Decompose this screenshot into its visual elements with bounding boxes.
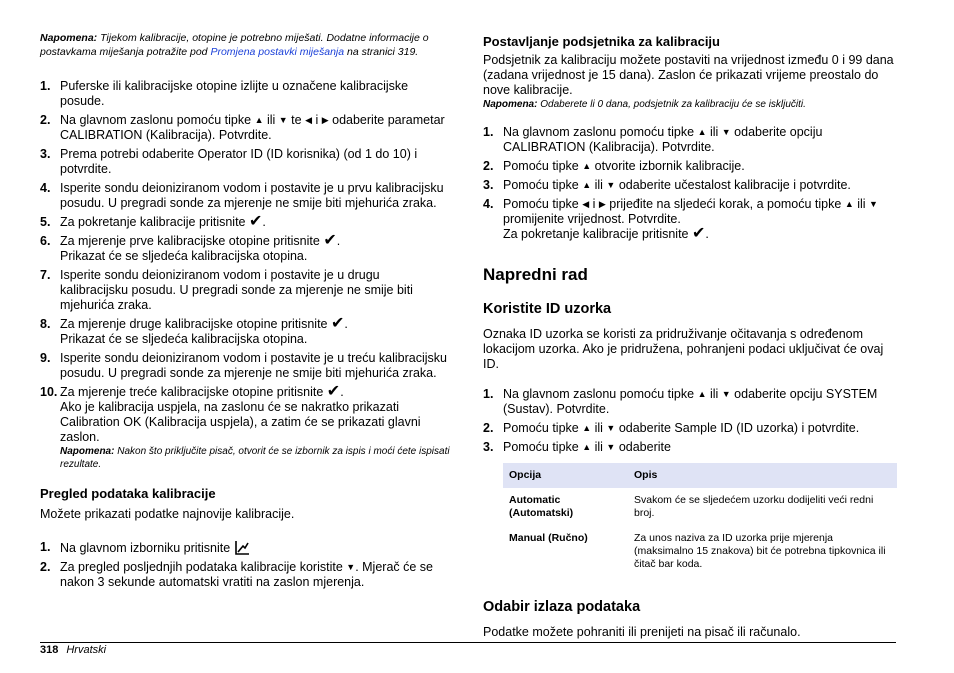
step-text: Na glavnom zaslonu pomoću tipke xyxy=(503,387,698,401)
step-result: Ako je kalibracija uspjela, na zaslonu će se nakratko prikazati Calibration OK (Kalibracija uspjela), a zatim će se prikazati glavni zaslon. xyxy=(60,400,421,444)
step-text: i xyxy=(311,113,322,127)
step-text: te xyxy=(287,113,306,127)
left-column xyxy=(40,31,450,590)
confirm-check-icon: ✔ xyxy=(248,213,263,230)
note-label: Napomena: xyxy=(483,99,538,110)
down-arrow-key-icon: ▼ xyxy=(721,127,731,137)
confirm-check-icon: ✔ xyxy=(326,383,341,400)
step-number: 3. xyxy=(40,147,51,161)
sample-step-3 xyxy=(483,440,897,455)
up-arrow-key-icon: ▲ xyxy=(582,442,592,452)
step-text: Isperite sondu deioniziranom vodom i postavite je u drugu kalibracijsku posudu. U pregradi sonde za mjerenje ne smije biti mjehurića zraka. xyxy=(60,268,413,312)
down-arrow-key-icon: ▼ xyxy=(606,180,616,190)
advanced-heading: Napredni rad xyxy=(483,265,588,284)
note-label: Napomena: xyxy=(40,32,98,44)
page-number: 318 xyxy=(40,644,59,656)
left-arrow-key-icon: ◀ xyxy=(582,199,590,209)
calib-step-9 xyxy=(40,351,450,381)
step-text: . xyxy=(344,317,348,331)
mixing-settings-link[interactable]: Promjena postavki miješanja xyxy=(210,46,345,58)
confirm-check-icon: ✔ xyxy=(691,225,706,242)
step-text: ili xyxy=(853,197,870,211)
calib-step-3 xyxy=(40,147,450,177)
review-step-2 xyxy=(40,560,450,590)
step-number: 1. xyxy=(483,125,494,139)
up-arrow-key-icon: ▲ xyxy=(254,115,264,125)
sample-id-intro: Oznaka ID uzorka se koristi za pridruživanje očitavanja s određenom lokacijom uzorka. Ako je pridružena, pohranjeni podaci uključivat će ovaj ID. xyxy=(483,327,884,371)
up-arrow-key-icon: ▲ xyxy=(582,161,592,171)
step-text: Pomoću tipke xyxy=(503,440,583,454)
calib-step-8 xyxy=(40,317,450,347)
right-column xyxy=(483,34,897,640)
reminder-step-1 xyxy=(483,125,897,155)
step-text: Za mjerenje prve kalibracijske otopine pritisnite xyxy=(60,234,324,248)
sample-id-options-table xyxy=(503,463,897,577)
step-number: 3. xyxy=(483,178,494,192)
reminder-note xyxy=(483,98,897,111)
step-number: 4. xyxy=(40,181,51,195)
step-text: Na glavnom zaslonu pomoću tipke xyxy=(60,113,255,127)
reminder-step-3 xyxy=(483,178,897,193)
table-row xyxy=(503,526,897,577)
footer-language: Hrvatski xyxy=(66,644,107,656)
confirm-check-icon: ✔ xyxy=(323,232,337,249)
step-text: Na glavnom zaslonu pomoću tipke xyxy=(503,125,698,139)
table-row xyxy=(503,488,897,526)
note-label: Napomena: xyxy=(60,446,115,457)
step-text: Za pregled posljednjih podataka kalibracije koristite xyxy=(60,560,347,574)
footer-divider xyxy=(40,642,896,643)
step-text: Pomoću tipke xyxy=(503,197,583,211)
step-number: 2. xyxy=(40,113,51,127)
step-text: Puferske ili kalibracijske otopine izlijte u označene kalibracijske posude. xyxy=(60,79,409,108)
step-text: odaberite parametar CALIBRATION (Kalibracija). Potvrdite. xyxy=(60,113,445,142)
step-text: ili xyxy=(591,421,607,435)
step-text: Pomoću tipke xyxy=(503,421,583,435)
step-text: ili xyxy=(263,113,279,127)
left-arrow-key-icon: ◀ xyxy=(305,115,312,125)
up-arrow-key-icon: ▲ xyxy=(697,127,707,137)
table-header: Opis xyxy=(628,463,897,488)
sample-step-2 xyxy=(483,421,897,436)
down-arrow-key-icon: ▼ xyxy=(278,115,288,125)
step-number: 1. xyxy=(40,79,51,93)
step-text: Isperite sondu deioniziranom vodom i postavite je u prvu kalibracijsku posudu. U pregradi sonde za mjerenje ne smije biti mjehurića zraka. xyxy=(60,181,444,210)
printer-note xyxy=(60,445,450,471)
step-text: ili xyxy=(591,440,607,454)
note-text: Tijekom kalibracije, otopine je potrebno miješati. Dodatne informacije o postavkama miješanja potražite pod xyxy=(40,32,429,58)
step-text: Za pokretanje kalibracije pritisnite xyxy=(60,215,249,229)
calib-step-6 xyxy=(40,234,450,264)
step-text: . xyxy=(336,234,341,248)
step-text: Isperite sondu deioniziranom vodom i postavite je u treću kalibracijsku posudu. U pregradi sonde za mjerenje ne smije biti mjehurića zraka. xyxy=(60,351,447,380)
note-text-end: na stranici 319. xyxy=(344,46,419,58)
step-text: Na glavnom izborniku pritisnite xyxy=(60,541,234,555)
calib-step-2 xyxy=(40,113,450,143)
calibration-graph-icon xyxy=(234,540,250,556)
down-arrow-key-icon: ▼ xyxy=(346,562,356,572)
table-cell-option: Manual (Ručno) xyxy=(509,532,588,544)
calib-step-10 xyxy=(40,385,450,471)
step-number: 4. xyxy=(483,197,494,211)
step-number: 2. xyxy=(483,159,494,173)
step-text: . Mjerač će se nakon 3 sekunde automatski vratiti na zaslon mjerenja. xyxy=(60,560,434,589)
step-text: odaberite xyxy=(615,440,671,454)
step-text: Za mjerenje druge kalibracijske otopine pritisnite xyxy=(60,317,331,331)
calib-step-1 xyxy=(40,79,450,109)
step-text: . xyxy=(340,385,344,399)
down-arrow-key-icon: ▼ xyxy=(721,389,731,399)
step-text: . xyxy=(705,227,709,241)
step-number: 9. xyxy=(40,351,51,365)
step-result: Prikazat će se sljedeća kalibracijska otopina. xyxy=(60,332,308,346)
step-number: 2. xyxy=(40,560,51,574)
down-arrow-key-icon: ▼ xyxy=(869,199,878,209)
up-arrow-key-icon: ▲ xyxy=(844,199,854,209)
table-header-row xyxy=(503,463,897,488)
step-text: otvorite izbornik kalibracije. xyxy=(591,159,745,173)
step-text: odaberite Sample ID (ID uzorka) i potvrdite. xyxy=(615,421,860,435)
step-text: ili xyxy=(591,178,607,192)
step-number: 1. xyxy=(483,387,494,401)
step-number: 8. xyxy=(40,317,51,331)
step-text: Za pokretanje kalibracije pritisnite xyxy=(503,227,692,241)
review-intro: Možete prikazati podatke najnovije kalibracije. xyxy=(40,507,295,521)
reminder-step-2 xyxy=(483,159,897,174)
calib-step-5 xyxy=(40,215,450,230)
step-text: odaberite učestalost kalibracije i potvrdite. xyxy=(615,178,851,192)
calib-step-4 xyxy=(40,181,450,211)
note-text: Nakon što priključite pisač, otvorit će se izbornik za ispis i moći ćete ispisati rezultate. xyxy=(60,446,450,470)
step-text: Za mjerenje treće kalibracijske otopine pritisnite xyxy=(60,385,327,399)
reminder-intro: Podsjetnik za kalibraciju možete postaviti na vrijednost između 0 i 99 dana (zadana vrijednost je 15 dana). Zaslon će prikazati vrijeme preostalo do nove kalibracije. xyxy=(483,53,894,97)
up-arrow-key-icon: ▲ xyxy=(582,180,592,190)
step-text: Prema potrebi odaberite Operator ID (ID korisnika) (od 1 do 10) i potvrdite. xyxy=(60,147,418,176)
step-number: 7. xyxy=(40,268,51,282)
step-text: Pomoću tipke xyxy=(503,159,583,173)
calib-step-7 xyxy=(40,268,450,313)
right-arrow-key-icon: ▶ xyxy=(598,199,606,209)
step-text: ili xyxy=(706,387,722,401)
step-text: . xyxy=(262,215,266,229)
step-number: 2. xyxy=(483,421,494,435)
step-text: prijeđite na sljedeći korak, a pomoću tipke xyxy=(605,197,845,211)
up-arrow-key-icon: ▲ xyxy=(697,389,707,399)
step-number: 5. xyxy=(40,215,51,229)
up-arrow-key-icon: ▲ xyxy=(582,423,592,433)
table-cell-desc: Svakom će se sljedećem uzorku dodijeliti veći redni broj. xyxy=(634,494,874,519)
step-number: 3. xyxy=(483,440,494,454)
sample-id-heading: Koristite ID uzorka xyxy=(483,301,612,317)
data-output-heading: Odabir izlaza podataka xyxy=(483,599,641,615)
reminder-heading: Postavljanje podsjetnika za kalibraciju xyxy=(483,34,720,49)
reminder-step-4 xyxy=(483,197,897,242)
confirm-check-icon: ✔ xyxy=(330,315,345,332)
step-text: ili xyxy=(706,125,722,139)
note-text: Odaberete li 0 dana, podsjetnik za kalibraciju će se isključiti. xyxy=(537,99,806,110)
step-text: odaberite opciju SYSTEM (Sustav). Potvrdite. xyxy=(503,387,878,416)
down-arrow-key-icon: ▼ xyxy=(606,423,616,433)
table-cell-desc: Za unos naziva za ID uzorka prije mjerenja (maksimalno 15 znakova) bit će potrebna tipkovnica ili čitač bar koda. xyxy=(634,532,886,570)
right-arrow-key-icon: ▶ xyxy=(321,115,329,125)
step-number: 10. xyxy=(40,385,58,399)
step-text: promijenite vrijednost. Potvrdite. xyxy=(503,212,681,226)
table-cell-option: Automatic (Automatski) xyxy=(509,494,574,519)
step-text: i xyxy=(589,197,599,211)
step-number: 6. xyxy=(40,234,51,248)
table-header: Opcija xyxy=(503,463,628,488)
review-heading: Pregled podataka kalibracije xyxy=(40,486,216,501)
review-step-1 xyxy=(40,540,450,556)
step-result: Prikazat će se sljedeća kalibracijska otopina. xyxy=(60,249,308,263)
page-footer xyxy=(40,644,106,656)
step-number: 1. xyxy=(40,540,51,554)
down-arrow-key-icon: ▼ xyxy=(606,442,616,452)
sample-step-1 xyxy=(483,387,897,417)
step-text: Pomoću tipke xyxy=(503,178,583,192)
step-text: odaberite opciju CALIBRATION (Kalibracija). Potvrdite. xyxy=(503,125,823,154)
data-output-intro: Podatke možete pohraniti ili prenijeti na pisač ili računalo. xyxy=(483,625,801,639)
mixing-note xyxy=(40,31,450,59)
